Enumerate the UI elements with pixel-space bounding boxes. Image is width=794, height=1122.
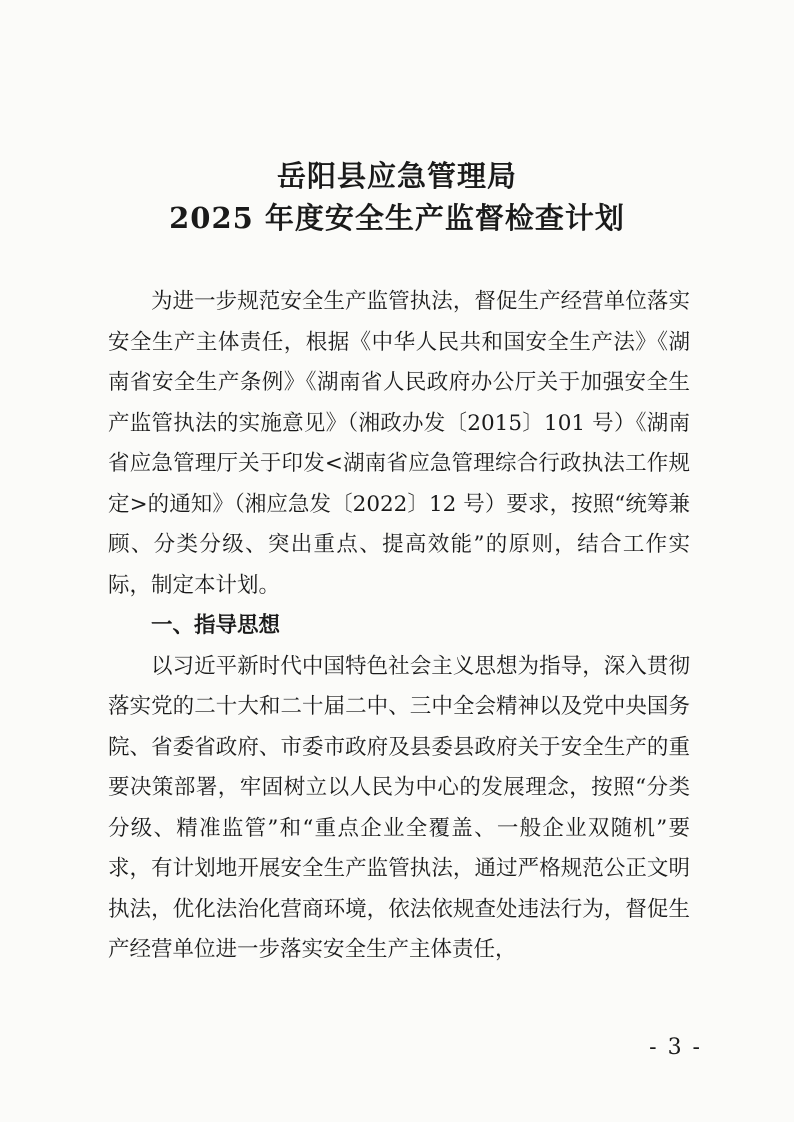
title-line-1: 岳阳县应急管理局 bbox=[276, 159, 517, 193]
intro-paragraph: 为进一步规范安全生产监管执法，督促生产经营单位落实安全生产主体责任，根据《中华人民共和国安全生产法》《湖南省安全生产条例》《湖南省人民政府办公厅关于加强安全生产监管执法的实施意见》（湘政办发〔2015〕101 号）《湖南省应急管理厅关于印发<湖南省应急管理综合行政执法工作规定>的通知》（湘应急发〔2022〕12 号）要求，按照“统筹兼顾、分类分级、突出重点、提高效能”的原则，结合工作实际，制定本计划。 bbox=[108, 289, 690, 598]
document-body bbox=[108, 282, 690, 971]
document-title bbox=[0, 155, 794, 239]
page-number: - 3 - bbox=[649, 1035, 702, 1060]
title-line-2: 2025 年度安全生产监督检查计划 bbox=[169, 201, 625, 235]
section-heading-guiding-ideology: 一、指导思想 bbox=[151, 613, 281, 638]
guiding-ideology-paragraph: 以习近平新时代中国特色社会主义思想为指导，深入贯彻落实党的二十大和二十届二中、三中全会精神以及党中央国务院、省委省政府、市委市政府及县委县政府关于安全生产的重要决策部署，牢固树立以人民为中心的发展理念，按照“分类分级、精准监管”和“重点企业全覆盖、一般企业双随机”要求，有计划地开展安全生产监管执法，通过严格规范公正文明执法，优化法治化营商环境，依法依规查处违法行为，督促生产经营单位进一步落实安全生产主体责任， bbox=[108, 653, 690, 962]
